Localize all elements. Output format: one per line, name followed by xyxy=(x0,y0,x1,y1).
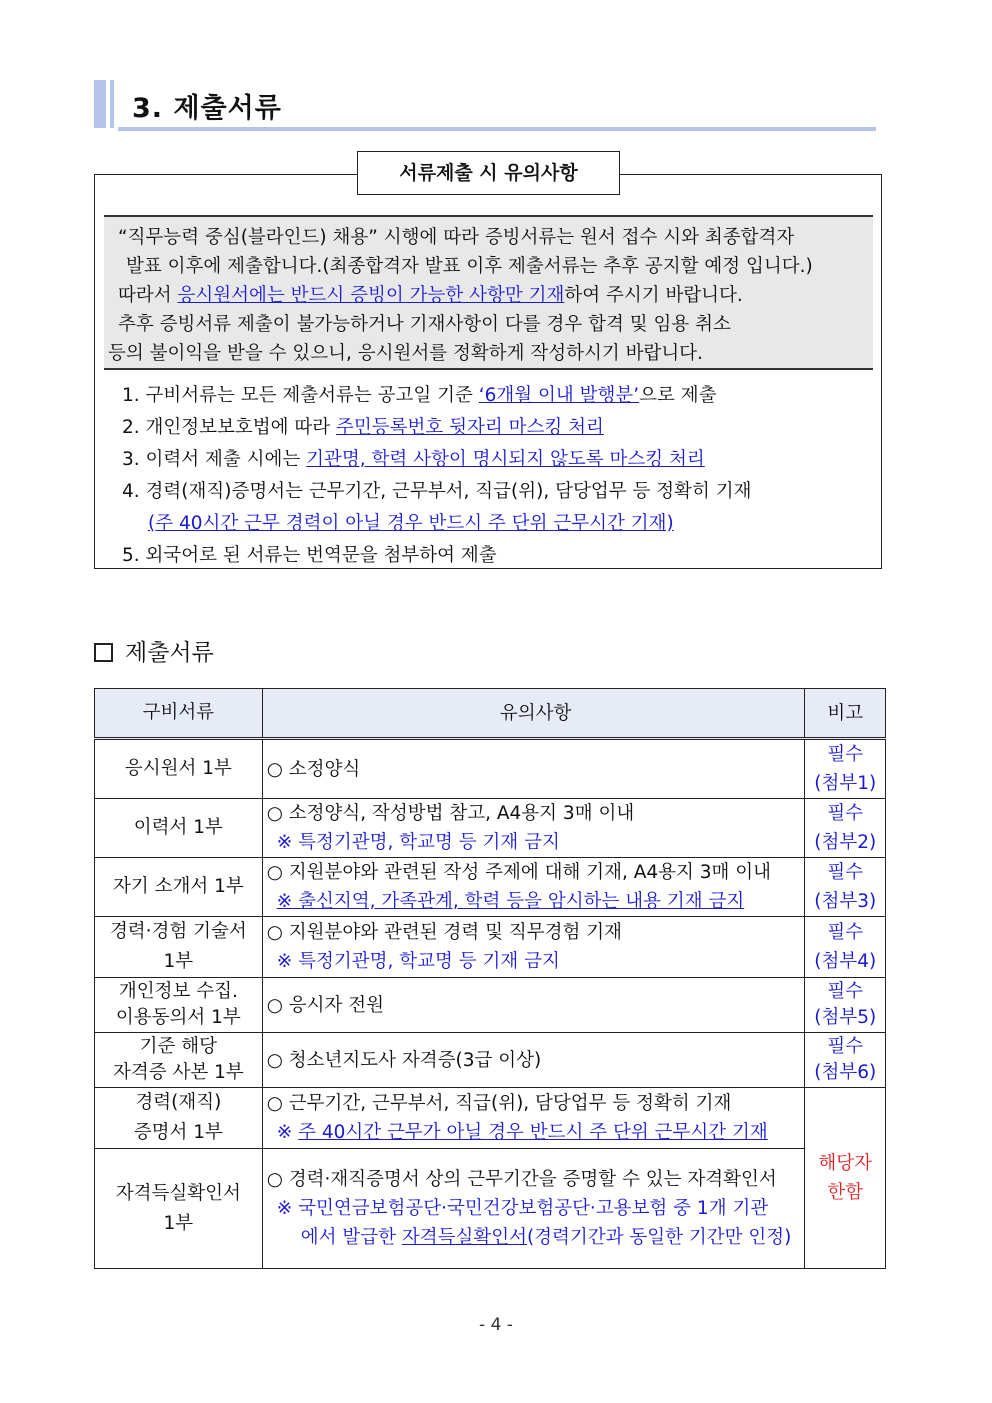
notice-item: 5. 외국어로 된 서류는 번역문을 첨부하여 제출 xyxy=(122,545,497,566)
shared-remark: 해당자 한함 xyxy=(805,1088,886,1269)
table-row xyxy=(95,858,886,917)
doc-remark: 필수 (첨부4) xyxy=(805,917,886,978)
doc-name: 경력(재직) 증명서 1부 xyxy=(95,1088,263,1149)
doc-notes: ○ 지원분야와 관련된 작성 주제에 대해 기재, A4용지 3매 이내 ※ 출신지역, 가족관계, 학력 등을 암시하는 내용 기재 금지 xyxy=(262,858,805,917)
table-row xyxy=(95,1149,886,1269)
notice-item: 3. 이력서 제출 시에는 기관명, 학력 사항이 명시되지 않도록 마스킹 처리 xyxy=(122,449,705,470)
checkbox-square-icon xyxy=(94,643,113,662)
section-subtitle: 제출서류 xyxy=(94,634,214,667)
table-row xyxy=(95,739,886,799)
doc-notes: ○ 근무기간, 근무부서, 직급(위), 담당업무 등 정확히 기재 ※ 주 40시간 근무가 아닐 경우 반드시 주 단위 근무시간 기재 xyxy=(262,1088,805,1149)
column-header: 구비서류 xyxy=(95,689,263,739)
doc-notes: ○ 소정양식, 작성방법 참고, A4용지 3매 이내 ※ 특정기관명, 학교명 등 기재 금지 xyxy=(262,799,805,858)
emphasis-text: 응시원서에는 반드시 증빙이 가능한 사항만 기재 xyxy=(177,285,565,306)
heading-underline xyxy=(118,127,876,131)
table-row xyxy=(95,1033,886,1088)
heading-accent-bar-thin xyxy=(110,80,114,128)
doc-name: 개인정보 수집. 이용동의서 1부 xyxy=(95,978,263,1033)
doc-notes: ○ 지원분야와 관련된 경력 및 직무경험 기재 ※ 특정기관명, 학교명 등 기재 금지 xyxy=(262,917,805,978)
table-row xyxy=(95,799,886,858)
doc-name: 응시원서 1부 xyxy=(95,739,263,799)
heading-accent-bar xyxy=(94,80,106,128)
notice-title: 서류제출 시 유의사항 xyxy=(357,151,620,195)
doc-remark: 필수 (첨부5) xyxy=(805,978,886,1033)
notice-item: 2. 개인정보보호법에 따라 주민등록번호 뒷자리 마스킹 처리 xyxy=(122,417,604,438)
table-header-row xyxy=(95,689,886,739)
doc-notes: ○ 청소년지도사 자격증(3급 이상) xyxy=(262,1033,805,1088)
column-header: 유의사항 xyxy=(262,689,805,739)
notice-text-line: “직무능력 중심(블라인드) 채용” 시행에 따라 증빙서류는 원서 접수 시와 최종합격자 xyxy=(118,227,795,248)
documents-table xyxy=(94,688,886,1269)
notice-highlight-panel xyxy=(104,215,873,370)
doc-name: 경력·경험 기술서 1부 xyxy=(95,917,263,978)
doc-remark: 필수 (첨부6) xyxy=(805,1033,886,1088)
column-header: 비고 xyxy=(805,689,886,739)
notice-text-line: 추후 증빙서류 제출이 불가능하거나 기재사항이 다를 경우 합격 및 임용 취소 xyxy=(118,314,731,335)
doc-remark: 필수 (첨부2) xyxy=(805,799,886,858)
doc-name: 이력서 1부 xyxy=(95,799,263,858)
notice-item: 4. 경력(재직)증명서는 근무기간, 근무부서, 직급(위), 담당업무 등 정확히 기재 xyxy=(122,481,752,502)
page-number: - 4 - xyxy=(479,1315,513,1335)
notice-text-line: 따라서 응시원서에는 반드시 증빙이 가능한 사항만 기재하여 주시기 바랍니다. xyxy=(118,285,743,306)
doc-name: 자기 소개서 1부 xyxy=(95,858,263,917)
doc-name: 기준 해당 자격증 사본 1부 xyxy=(95,1033,263,1088)
doc-name: 자격득실확인서 1부 xyxy=(95,1149,263,1269)
notice-item: 1. 구비서류는 모든 제출서류는 공고일 기준 ‘6개월 이내 발행분’으로 제출 xyxy=(122,385,717,406)
notice-item-note: (주 40시간 근무 경력이 아닐 경우 반드시 주 단위 근무시간 기재) xyxy=(148,513,674,534)
page-title: 3. 제출서류 xyxy=(132,93,282,124)
notice-text-line: 등의 불이익을 받을 수 있으니, 응시원서를 정확하게 작성하시기 바랍니다. xyxy=(108,343,703,364)
doc-notes: ○ 응시자 전원 xyxy=(262,978,805,1033)
doc-notes: ○ 소정양식 xyxy=(262,739,805,799)
table-row xyxy=(95,1088,886,1149)
doc-notes: ○ 경력·재직증명서 상의 근무기간을 증명할 수 있는 자격확인서 ※ 국민연금보험공단·국민건강보험공단·고용보험 중 1개 기관 에서 발급한 자격득실확인서(경력기간과 동일한 기간만 인정) xyxy=(262,1149,805,1269)
table-row xyxy=(95,978,886,1033)
doc-remark: 필수 (첨부3) xyxy=(805,858,886,917)
table-row xyxy=(95,917,886,978)
section-heading xyxy=(94,80,876,132)
doc-remark: 필수 (첨부1) xyxy=(805,739,886,799)
notice-text-line: 발표 이후에 제출합니다.(최종합격자 발표 이후 제출서류는 추후 공지할 예정 입니다.) xyxy=(126,256,813,277)
